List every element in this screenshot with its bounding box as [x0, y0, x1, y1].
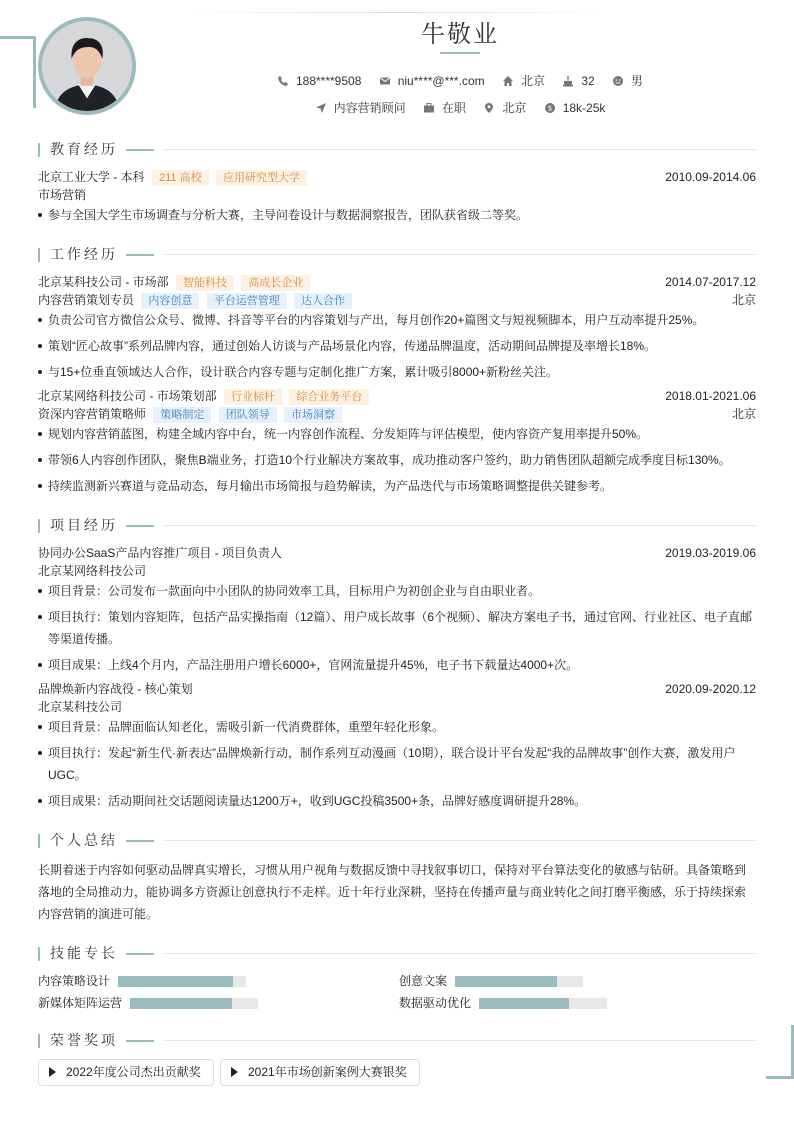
award-item: [38, 1059, 214, 1086]
mail-icon: [379, 75, 391, 87]
work-bullet: 持续监测新兴赛道与竞品动态，每月输出市场简报与趋势解读，为产品迭代与市场策略调整提供关键参考。: [38, 475, 756, 497]
role-tag: 平台运营管理: [207, 293, 287, 309]
expected-salary: 18k-25k: [562, 100, 606, 115]
project-company: 北京某科技公司: [38, 700, 123, 714]
skill-name: 内容策略设计: [38, 974, 111, 988]
section-education: [38, 140, 756, 158]
skill-name: 新媒体矩阵运营: [38, 996, 123, 1010]
project-bullet: 项目成果：上线4个月内，产品注册用户增长6000+，官网流量提升45%，电子书下载量达4000+次。: [38, 654, 756, 676]
email-item: [379, 74, 485, 88]
city-item: [502, 72, 545, 89]
section-marker: [38, 834, 40, 848]
project-title: 协同办公SaaS产品内容推广项目 - 项目负责人: [38, 546, 283, 560]
section-rule: [164, 1040, 756, 1041]
company-tag: 高成长企业: [241, 275, 310, 291]
section-awards: [38, 1031, 756, 1049]
phone-item: [277, 74, 361, 88]
skill-item: [38, 994, 278, 1012]
section-accent: [126, 254, 154, 256]
personal-summary: 长期着迷于内容如何驱动品牌真实增长，习惯从用户视角与数据反馈中寻找叙事切口，保持对平台算法变化的敏感与钻研。具备策略到落地的全局推动力，能协调多方资源让创意执行不走样。近十年行业深耕，坚持在传播声量与商业转化之间打磨平衡感，乐于持续探索内容营销的演进可能。: [38, 863, 747, 921]
project-company: 北京某网络科技公司: [38, 564, 147, 578]
project-bullet: 项目背景：品牌面临认知老化，需吸引新一代消费群体，重塑年轻化形象。: [38, 716, 756, 738]
skill-item: [399, 994, 619, 1012]
project-company-row: [38, 698, 756, 716]
current-city: 北京: [520, 74, 545, 88]
location-pin-icon: [483, 102, 495, 114]
age-value: 32: [581, 73, 595, 88]
user-face-icon: [612, 75, 624, 87]
section-title: 项目经历: [50, 517, 118, 533]
target-city-item: [483, 99, 526, 116]
role-tag: 策略制定: [153, 407, 211, 423]
section-summary: [38, 831, 756, 849]
play-triangle-icon: [49, 1067, 56, 1077]
project-title: 品牌焕新内容战役 - 核心策划: [38, 682, 193, 696]
money-icon: [544, 102, 556, 114]
job-intent-row: [0, 99, 794, 117]
phone-icon: [277, 75, 289, 87]
job-role: 资深内容营销策略师: [38, 407, 147, 421]
education-header: [38, 168, 756, 186]
work-role-row: [38, 291, 756, 309]
job-role: 内容营销策划专员: [38, 293, 135, 307]
award-name: 2022年度公司杰出贡献奖: [66, 1065, 201, 1079]
major: 市场营销: [38, 188, 87, 202]
target-position: 内容营销顾问: [333, 101, 406, 115]
section-marker: [38, 143, 40, 157]
section-marker: [38, 519, 40, 533]
skill-name: 数据驱动优化: [399, 996, 472, 1010]
age-item: [562, 74, 594, 88]
skill-bar-fill: [455, 976, 557, 987]
work-bullet: 与15+位垂直领域达人合作，设计联合内容专题与定制化推广方案，累计吸引8000+新粉丝关注。: [38, 361, 756, 383]
section-rule: [164, 149, 756, 150]
gender-item: [612, 72, 643, 89]
work-location: 北京: [731, 407, 756, 421]
section-marker: [38, 947, 40, 961]
role-tag: 达人合作: [294, 293, 352, 309]
section-title: 荣誉奖项: [50, 1032, 118, 1048]
section-marker: [38, 1034, 40, 1048]
skill-item: [399, 972, 619, 990]
corner-decoration-bottom-right: [766, 1025, 794, 1079]
award-item: [220, 1059, 420, 1086]
work-bullet: 规划内容营销蓝图，构建全域内容中台，统一内容创作流程、分发矩阵与评估模型，使内容资产复用率提升50%。: [38, 423, 756, 445]
skill-bar-track: [479, 998, 607, 1009]
company-tag: 智能科技: [176, 275, 234, 291]
role-tag: 市场洞察: [284, 407, 342, 423]
project-bullet: 项目背景：公司发布一款面向中小团队的协同效率工具，目标用户为初创企业与自由职业者。: [38, 580, 756, 602]
skill-bar-track: [130, 998, 258, 1009]
company-name: 北京某网络科技公司 - 市场策划部: [38, 389, 217, 403]
award-name: 2021年市场创新案例大赛银奖: [248, 1065, 407, 1079]
contact-info-row: [0, 72, 794, 90]
project-header: [38, 680, 756, 698]
section-rule: [164, 840, 756, 841]
section-accent: [126, 525, 154, 527]
company-tag: 综合业务平台: [289, 389, 369, 405]
section-work: [38, 245, 756, 263]
section-rule: [164, 525, 756, 526]
play-triangle-icon: [231, 1067, 238, 1077]
position-item: [315, 99, 406, 116]
school-name: 北京工业大学 - 本科: [38, 170, 145, 184]
role-tag: 团队领导: [219, 407, 277, 423]
section-rule: [164, 953, 756, 954]
home-icon: [502, 75, 514, 87]
role-tag: 内容创意: [141, 293, 199, 309]
skill-bar-fill: [479, 998, 569, 1009]
skill-name: 创意文案: [399, 974, 448, 988]
company-tag: 行业标杆: [224, 389, 282, 405]
section-accent: [126, 1040, 154, 1042]
employment-status: 在职: [441, 101, 466, 115]
section-accent: [126, 149, 154, 151]
skill-item: [38, 972, 258, 990]
header-top-rule: [180, 12, 614, 13]
skill-bar-fill: [130, 998, 232, 1009]
section-accent: [126, 840, 154, 842]
work-bullet: 带领6人内容创作团队，聚焦B端业务，打造10个行业解决方案故事，成功推动客户签约，助力销售团队超额完成季度目标130%。: [38, 449, 756, 471]
project-date: 2020.09-2020.12: [665, 682, 756, 696]
education-major-row: [38, 186, 756, 204]
project-bullet: 项目执行：策划内容矩阵，包括产品实操指南（12篇）、用户成长故事（6个视频）、解决方案电子书，通过官网、行业社区、电子直邮等渠道传播。: [38, 606, 756, 650]
section-projects: [38, 516, 756, 534]
name-underline: [440, 52, 480, 54]
section-title: 技能专长: [50, 945, 118, 961]
education-bullet: 参与全国大学生市场调查与分析大赛，主导问卷设计与数据洞察报告，团队获省级二等奖。: [38, 204, 756, 226]
work-location: 北京: [731, 293, 756, 307]
salary-item: [544, 101, 606, 115]
company-name: 北京某科技公司 - 市场部: [38, 275, 169, 289]
school-tag: 应用研究型大学: [216, 170, 307, 186]
section-title: 工作经历: [50, 246, 118, 262]
project-header: [38, 544, 756, 562]
birthday-cake-icon: [562, 75, 574, 87]
target-city: 北京: [502, 101, 527, 115]
project-bullet: 项目成果：活动期间社交话题阅读量达1200万+，收到UGC投稿3500+条，品牌好感度调研提升28%。: [38, 790, 756, 812]
skill-bar-track: [455, 976, 583, 987]
work-date: 2018.01-2021.06: [665, 389, 756, 403]
work-bullet: 负责公司官方微信公众号、微博、抖音等平台的内容策划与产出，每月创作20+篇图文与短视频脚本，用户互动率提升25%。: [38, 309, 756, 331]
phone-number: 188****9508: [295, 73, 362, 88]
school-tag: 211 高校: [152, 170, 209, 186]
section-rule: [164, 254, 756, 255]
briefcase-icon: [423, 102, 435, 114]
send-icon: [315, 102, 327, 114]
status-item: [423, 99, 466, 116]
section-accent: [126, 953, 154, 955]
work-bullet: 策划“匠心故事”系列品牌内容，通过创始人访谈与产品场景化内容，传递品牌温度，活动期间品牌提及率增长18%。: [38, 335, 756, 357]
svg-text:$: $: [547, 104, 552, 113]
work-header: [38, 273, 756, 291]
work-header: [38, 387, 756, 405]
section-title: 教育经历: [50, 141, 118, 157]
section-title: 个人总结: [50, 832, 118, 848]
section-marker: [38, 248, 40, 262]
project-date: 2019.03-2019.06: [665, 546, 756, 560]
project-company-row: [38, 562, 756, 580]
section-skills: [38, 944, 756, 962]
skill-bar-track: [118, 976, 246, 987]
education-date: 2010.09-2014.06: [665, 170, 756, 184]
project-bullet: 项目执行：发起“新生代·新表达”品牌焕新行动，制作系列互动漫画（10期），联合设计平台发起“我的品牌故事”创作大赛，激发用户UGC。: [38, 742, 756, 786]
work-date: 2014.07-2017.12: [665, 275, 756, 289]
gender-value: 男: [631, 74, 644, 88]
email-address: niu****@***.com: [397, 73, 485, 88]
candidate-name: 牛敬业: [421, 21, 499, 48]
work-role-row: [38, 405, 756, 423]
skill-bar-fill: [118, 976, 233, 987]
